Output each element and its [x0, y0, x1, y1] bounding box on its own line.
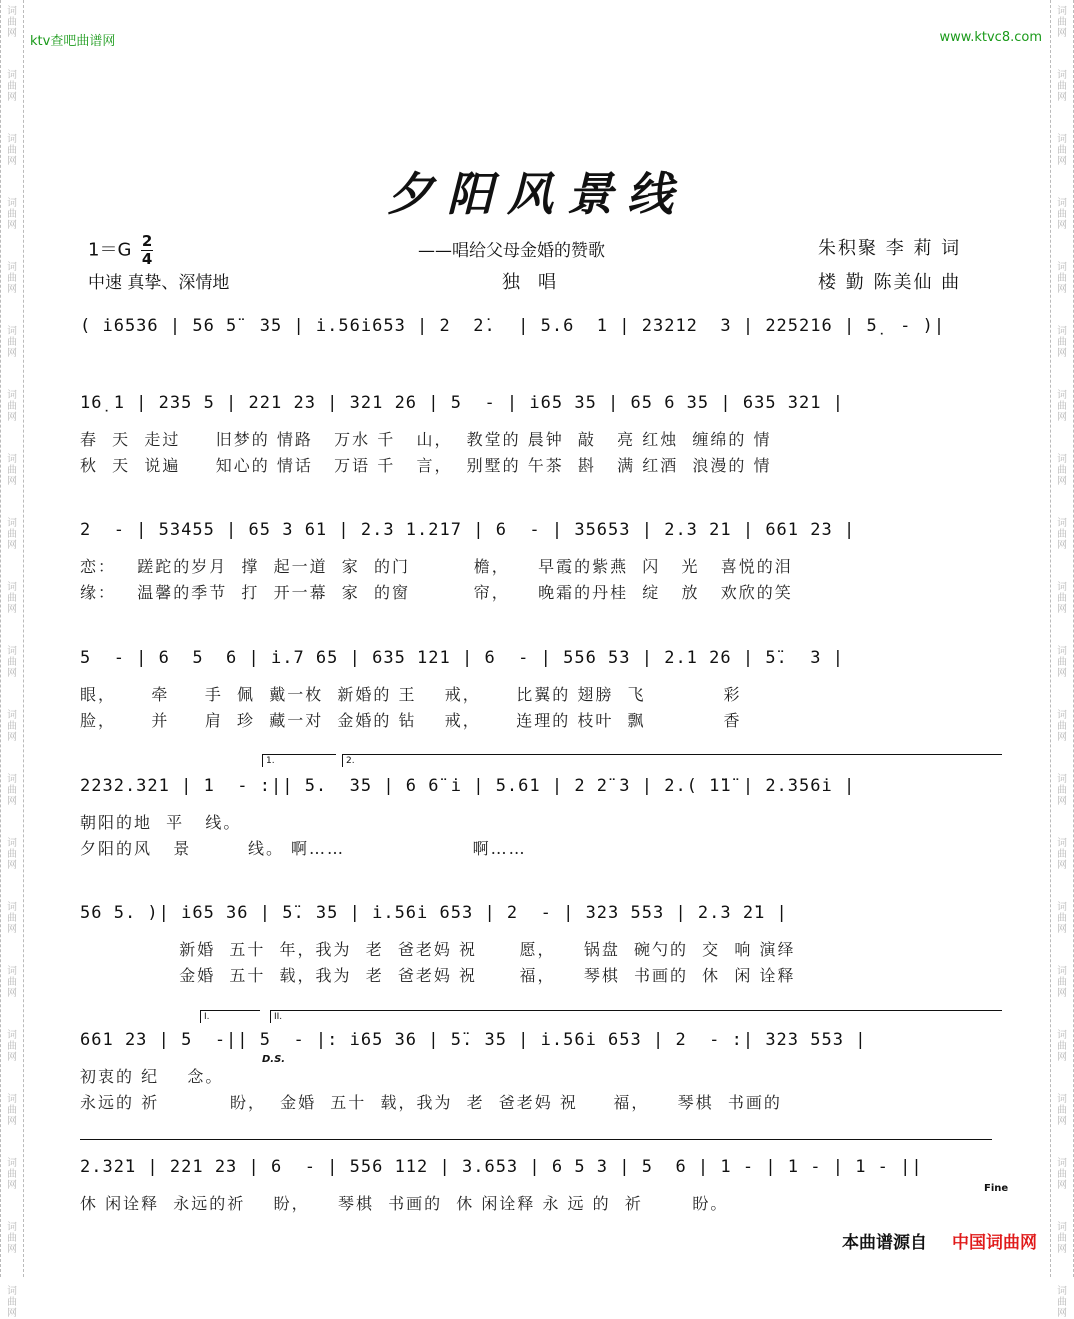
lyrics-verse-1: 春 天 走过 旧梦的 情路 万水 千 山， 教堂的 晨钟 敲 亮 红烛 缠绵的 情 — [80, 430, 772, 449]
watermark-text: 词 曲 网 — [7, 646, 17, 679]
notation-line: ( i̇6536 | 56 5̈ 35 | i̇.56i̇653 | 2 2̇. | 5.6 1 | 23212 3 | 225216 | 5̣ - )| — [80, 316, 946, 336]
lyrics-verse-1: 恋： 蹉跎的岁月 撑 起一道 家 的门 檐， 早霞的紫燕 闪 光 喜悦的泪 — [80, 557, 793, 576]
watermark-text: 词 曲 网 — [1057, 1158, 1067, 1191]
watermark-text: 词 曲 网 — [1057, 1286, 1067, 1319]
notation-line: 2 - | 53455 | 65 3 61 | 2.3 1.217 | 6 - | 35653 | 2.3 21 | 661 23 | — [80, 520, 856, 540]
source-label: 本曲谱源自 — [842, 1233, 927, 1253]
watermark-text: 词 曲 网 — [7, 1030, 17, 1063]
song-title: 夕阳风景线 — [387, 167, 687, 221]
system-rule — [80, 1139, 992, 1140]
lyrics-verse-2: 缘： 温馨的季节 打 开一幕 家 的窗 帘， 晚霜的丹桂 绽 放 欢欣的笑 — [80, 583, 793, 602]
watermark-text: 词 曲 网 — [7, 582, 17, 615]
watermark-text: 词 曲 网 — [1057, 70, 1067, 103]
watermark-text: 词 曲 网 — [7, 774, 17, 807]
notation-line: 16̣ 1 | 235 5 | 221 23 | 321 26 | 5 - | i̇65 35 | 65 6 35 | 635 321 | — [80, 393, 844, 413]
volta-ending-2 — [270, 1010, 1002, 1023]
watermark-text: 词 曲 网 — [1057, 710, 1067, 743]
lyrics-verse-2: 秋 天 说遍 知心的 情话 万语 千 言， 别墅的 午茶 斟 满 红酒 浪漫的 情 — [80, 456, 772, 475]
watermark-text: 词 曲 网 — [1057, 1030, 1067, 1063]
watermark-text: 词 曲 网 — [7, 1222, 17, 1255]
watermark-text: 词 曲 网 — [1057, 326, 1067, 359]
watermark-text: 词 曲 网 — [7, 1094, 17, 1127]
watermark-text: 词 曲 网 — [7, 838, 17, 871]
volta-ending-2 — [342, 754, 1002, 767]
song-subtitle: ——唱给父母金婚的赞歌 — [418, 241, 605, 261]
watermark-text: 词 曲 网 — [1057, 134, 1067, 167]
lyrics-verse-1: 朝阳的地 平 线。 — [80, 813, 242, 832]
watermark-text: 词 曲 网 — [1057, 262, 1067, 295]
tempo-marking: 中速 真挚、深情地 — [88, 273, 230, 293]
watermark-text: 词 曲 网 — [1057, 518, 1067, 551]
watermark-text: 词 曲 网 — [7, 6, 17, 39]
volta-2-label: 2. — [346, 756, 355, 766]
site-name-left[interactable]: ktv查吧曲谱网 — [30, 34, 116, 49]
lyrics-verse-1: 新婚 五十 年，我为 老 爸老妈 祝 愿， 锅盘 碗勺的 交 响 演绎 — [80, 940, 796, 959]
source-site-link[interactable]: 中国词曲网 — [952, 1233, 1037, 1253]
dal-segno-mark: D.S. — [262, 1054, 286, 1065]
volta-ending-1 — [262, 754, 336, 767]
watermark-text: 词 曲 网 — [7, 262, 17, 295]
lyrics-verse-1: 休 闲诠释 永远的祈 盼， 琴棋 书画的 休 闲诠释 永 远 的 祈 盼。 — [80, 1194, 729, 1213]
volta-2-label: II. — [274, 1012, 283, 1022]
lyrics-verse-1: 初衷的 纪 念。 — [80, 1067, 224, 1086]
notation-line: 5 - | 6 5 6 | i̇.7 65 | 635 121 | 6 - | 556 53 | 2.1 26 | 5̈. 3 | — [80, 648, 844, 668]
lyrics-verse-2: 永远的 祈 盼， 金婚 五十 载，我为 老 爸老妈 祝 福， 琴棋 书画的 — [80, 1093, 782, 1112]
notation-line: 56 5. )| i̇65 36 | 5̈. 35 | i̇.56i̇ 653 | 2 - | 323 553 | 2.3 2̈1 | — [80, 903, 788, 923]
time-bottom: 4 — [141, 250, 153, 268]
watermark-text: 词 曲 网 — [1057, 902, 1067, 935]
key-signature — [88, 234, 153, 267]
volta-ending-1 — [200, 1010, 260, 1023]
watermark-text: 词 曲 网 — [1057, 646, 1067, 679]
lyrics-verse-2: 脸， 并 肩 珍 藏一对 金婚的 钻 戒， 连理的 枝叶 飘 香 — [80, 711, 742, 730]
time-top: 2 — [141, 232, 153, 250]
lyrics-verse-1: 眼， 牵 手 佩 戴一枚 新婚的 王 戒， 比翼的 翅膀 飞 彩 — [80, 685, 742, 704]
notation-line: 2.32̈1 | 221 23 | 6 - | 556 112 | 3.653 | 6 5 3 | 5 6 | 1 - | 1 - | 1 - || — [80, 1157, 923, 1177]
time-signature — [141, 234, 153, 267]
site-url-right[interactable]: www.ktvc8.com — [939, 30, 1042, 45]
performance-type: 独唱 — [502, 272, 574, 293]
composer: 楼 勤 陈美仙 曲 — [818, 272, 962, 293]
watermark-text: 词 曲 网 — [7, 198, 17, 231]
watermark-text: 词 曲 网 — [7, 1158, 17, 1191]
fine-mark: Fine — [984, 1183, 1009, 1194]
watermark-text: 词 曲 网 — [7, 966, 17, 999]
watermark-text: 词 曲 网 — [1057, 390, 1067, 423]
volta-1-label: 1. — [266, 756, 275, 766]
watermark-text: 词 曲 网 — [7, 134, 17, 167]
volta-1-label: I. — [204, 1012, 210, 1022]
key-label: 1＝G — [88, 239, 132, 261]
watermark-text: 词 曲 网 — [7, 390, 17, 423]
watermark-text: 词 曲 网 — [1057, 1094, 1067, 1127]
watermark-text: 词 曲 网 — [1057, 198, 1067, 231]
watermark-text: 词 曲 网 — [7, 902, 17, 935]
watermark-text: 词 曲 网 — [1057, 582, 1067, 615]
watermark-text: 词 曲 网 — [1057, 966, 1067, 999]
notation-line: 2232.321 | 1 - :|| 5. 35 | 6 6̈ i̇ | 5.61 | 2 2̈ 3 | 2.( 1̈1̈ | 2.356i̇ | — [80, 776, 856, 796]
watermark-text: 词 曲 网 — [1057, 838, 1067, 871]
watermark-text: 词 曲 网 — [1057, 454, 1067, 487]
watermark-text: 词 曲 网 — [7, 326, 17, 359]
lyricist: 朱积聚 李 莉 词 — [818, 238, 962, 259]
watermark-text: 词 曲 网 — [7, 1286, 17, 1319]
watermark-text: 词 曲 网 — [1057, 774, 1067, 807]
lyrics-verse-2: 夕阳的风 景 线。 啊…… 啊…… — [80, 839, 527, 858]
watermark-text: 词 曲 网 — [1057, 1222, 1067, 1255]
watermark-text: 词 曲 网 — [7, 518, 17, 551]
lyrics-verse-2: 金婚 五十 载，我为 老 爸老妈 祝 福， 琴棋 书画的 休 闲 诠释 — [80, 966, 796, 985]
notation-line: 661 23 | 5 -|| 5 - |: i̇65 36 | 5̈. 35 | i̇.56i̇ 653 | 2 - :| 323 553 | — [80, 1030, 867, 1050]
watermark-text: 词 曲 网 — [1057, 6, 1067, 39]
watermark-text: 词 曲 网 — [7, 710, 17, 743]
watermark-text: 词 曲 网 — [7, 70, 17, 103]
watermark-text: 词 曲 网 — [7, 454, 17, 487]
